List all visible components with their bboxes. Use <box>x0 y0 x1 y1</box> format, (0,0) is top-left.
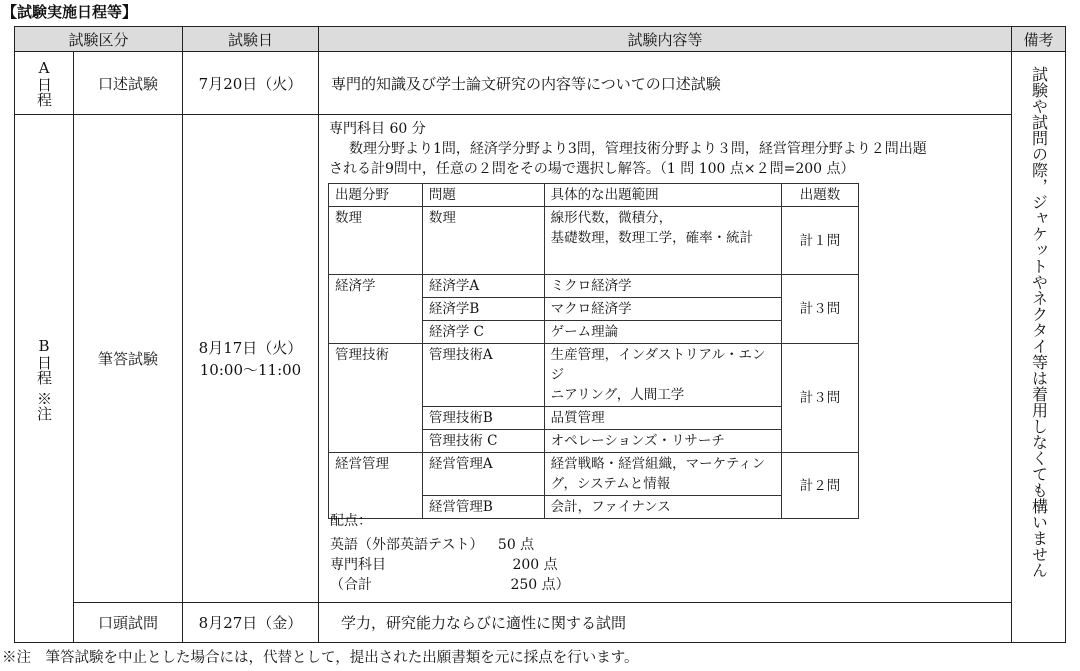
field-mgmt: 管理技術 <box>329 344 423 453</box>
header-date: 試験日 <box>182 26 319 52</box>
table-row <box>329 453 859 496</box>
header-category: 試験区分 <box>14 26 183 52</box>
th-question: 問題 <box>422 184 544 207</box>
question-mgmt-b: 管理技術B <box>422 407 544 430</box>
scope-econ-b: マクロ経済学 <box>544 298 782 321</box>
subject-desc-1: 数理分野より1問，経済学分野より3問，管理技術分野より３問，経営管理分野より２問出題 <box>349 141 927 157</box>
header-content: 試験内容等 <box>318 26 1012 52</box>
score-special-label: 専門科目 <box>330 557 386 573</box>
row-a-label: A日程 <box>14 51 74 115</box>
subject-title: 専門科目 60 分 <box>329 121 426 137</box>
score-english-label: 英語（外部英語テスト） <box>330 537 484 553</box>
score-total <box>330 574 570 596</box>
score-total-label: （合計 <box>330 577 372 593</box>
remarks-text: 試験や試問の際，ジャケットやネクタイ等は着用しなくても構いません <box>1029 66 1049 578</box>
row-a-type: 口述試験 <box>73 51 183 115</box>
question-mgmt-c: 管理技術 C <box>422 430 544 453</box>
scope-econ-a: ミクロ経済学 <box>544 275 782 298</box>
score-special-value: 200 点 <box>512 557 558 573</box>
question-econ-c: 経済学 C <box>422 321 544 344</box>
score-special <box>330 554 558 576</box>
scope-biz-b: 会計，ファイナンス <box>544 496 782 519</box>
field-math: 数理 <box>329 207 423 275</box>
table-header-row <box>329 184 859 207</box>
row-b-note-mark: ※注 <box>35 390 53 421</box>
score-english-value: 50 点 <box>497 537 535 553</box>
question-biz-b: 経営管理B <box>422 496 544 519</box>
row-b-date-time: 10:00〜11:00 <box>199 360 302 379</box>
table-row <box>329 344 859 407</box>
question-econ-b: 経済学B <box>422 298 544 321</box>
table-row <box>329 275 859 298</box>
question-math: 数理 <box>422 207 544 275</box>
row-oral-date: 8月27日（金） <box>182 602 319 643</box>
row-oral-content: 学力，研究能力ならびに適性に関する試問 <box>318 602 1012 643</box>
row-b-label-text: B日程 <box>35 336 53 385</box>
section-heading: 【試験実施日程等】 <box>2 3 138 21</box>
score-total-value: 250 点） <box>510 577 570 593</box>
row-b-date-day: 8月17日（火） <box>198 338 303 357</box>
row-b-date <box>182 114 319 603</box>
table-row <box>329 207 859 275</box>
row-oral-type: 口頭試問 <box>73 602 183 643</box>
th-scope: 具体的な出題範囲 <box>544 184 782 207</box>
subject-table <box>328 183 859 519</box>
header-remarks: 備考 <box>1011 26 1066 52</box>
question-econ-a: 経済学A <box>422 275 544 298</box>
scope-econ-c: ゲーム理論 <box>544 321 782 344</box>
row-a-content: 専門的知識及び学士論文研究の内容等についての口述試験 <box>318 51 1012 115</box>
question-mgmt-a: 管理技術A <box>422 344 544 407</box>
remarks-cell <box>1011 51 1066 643</box>
count-biz: 計２問 <box>782 453 859 519</box>
count-mgmt: 計３問 <box>782 344 859 453</box>
scope-math: 線形代数，微積分， 基礎数理，数理工学，確率・統計 <box>544 207 782 275</box>
th-field: 出題分野 <box>329 184 423 207</box>
row-b-label <box>14 114 74 643</box>
scope-mgmt-a: 生産管理，インダストリアル・エンジ ニアリング，人間工学 <box>544 344 782 407</box>
subject-desc-2: される計9問中，任意の２問をその場で選択し解答。（1 問 100 点×２問=200 点） <box>329 161 855 177</box>
th-count: 出題数 <box>782 184 859 207</box>
row-a-date: 7月20日（火） <box>182 51 319 115</box>
question-biz-a: 経営管理A <box>422 453 544 496</box>
score-title: 配点： <box>330 513 372 529</box>
scope-mgmt-b: 品質管理 <box>544 407 782 430</box>
scope-mgmt-c: オペレーションズ・リサーチ <box>544 430 782 453</box>
score-english <box>330 534 534 556</box>
footnote: ※注 筆答試験を中止とした場合には，代替として，提出された出願書類を元に採点を行います。 <box>2 650 639 666</box>
scope-biz-a: 経営戦略・経営組織，マーケティン グ，システムと情報 <box>544 453 782 496</box>
field-biz: 経営管理 <box>329 453 423 519</box>
field-econ: 経済学 <box>329 275 423 344</box>
row-b-type: 筆答試験 <box>73 114 183 603</box>
count-math: 計１問 <box>782 207 859 275</box>
count-econ: 計３問 <box>782 275 859 344</box>
